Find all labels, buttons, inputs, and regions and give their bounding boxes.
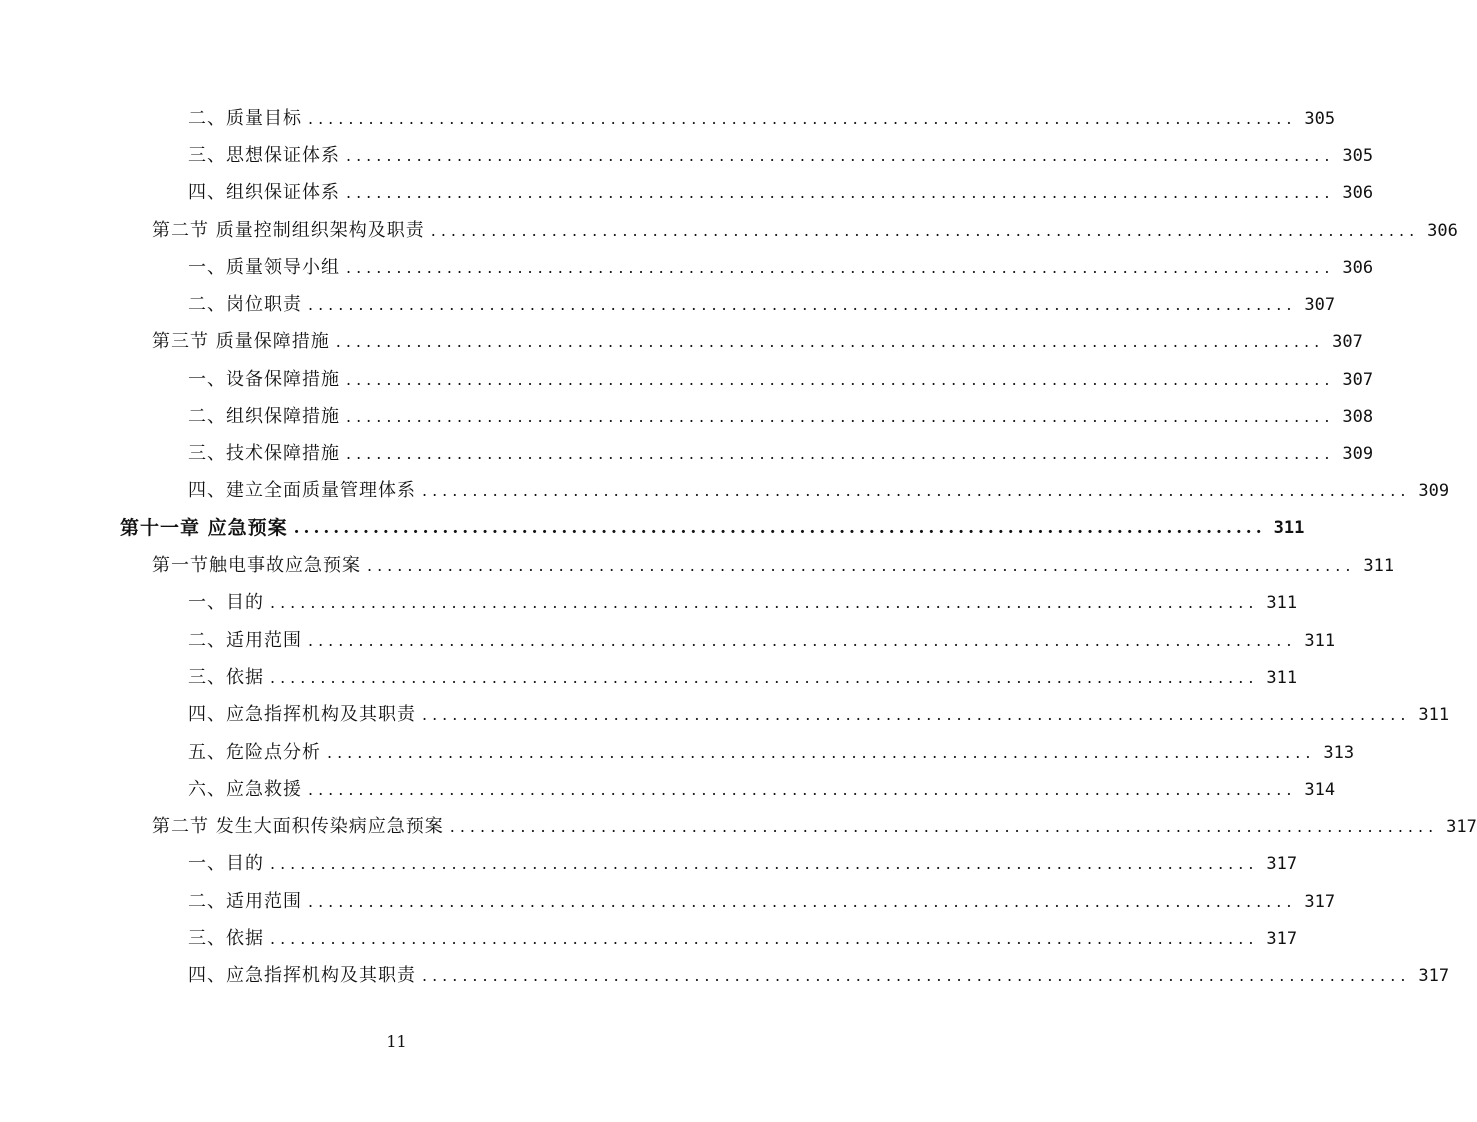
toc-entry-label: 六、应急救援 <box>188 779 302 800</box>
toc-section-entry[interactable] <box>152 327 1363 357</box>
toc-subsection-entry[interactable] <box>188 178 1374 208</box>
toc-dot-leader: .................................................................................................. <box>308 295 1297 314</box>
toc-entry-page-number: 306 <box>1342 258 1374 278</box>
toc-entry-label: 第十一章 应急预案 <box>120 517 288 539</box>
toc-dot-leader: .................................................................................................. <box>449 817 1439 836</box>
toc-subsection-entry[interactable] <box>188 887 1336 917</box>
toc-dot-leader: .................................................................................................. <box>346 258 1335 277</box>
toc-subsection-entry[interactable] <box>188 476 1450 506</box>
toc-dot-leader: .................................................................................................. <box>293 518 1266 538</box>
toc-subsection-entry[interactable] <box>188 849 1298 879</box>
toc-entry-label: 四、应急指挥机构及其职责 <box>188 965 416 986</box>
toc-dot-leader: .................................................................................................. <box>308 631 1297 650</box>
toc-entry-label: 二、质量目标 <box>188 108 302 129</box>
toc-subsection-entry[interactable] <box>188 439 1374 469</box>
toc-entry-label: 二、适用范围 <box>188 891 302 912</box>
toc-entry-page-number: 311 <box>1418 705 1450 725</box>
toc-subsection-entry[interactable] <box>188 141 1374 171</box>
toc-entry-label: 第二节 质量控制组织架构及职责 <box>152 220 425 241</box>
toc-entry-page-number: 317 <box>1304 892 1336 912</box>
toc-entry-page-number: 308 <box>1342 407 1374 427</box>
toc-subsection-entry[interactable] <box>188 290 1336 320</box>
toc-subsection-entry[interactable] <box>188 663 1298 693</box>
toc-entry-label: 三、思想保证体系 <box>188 145 340 166</box>
toc-dot-leader: .................................................................................................. <box>422 481 1411 500</box>
toc-entry-page-number: 311 <box>1266 668 1298 688</box>
toc-entry-page-number: 309 <box>1342 444 1374 464</box>
toc-entry-page-number: 311 <box>1273 518 1305 538</box>
toc-entry-label: 第一节触电事故应急预案 <box>152 555 361 576</box>
toc-dot-leader: .................................................................................................. <box>308 109 1297 128</box>
toc-entry-label: 二、岗位职责 <box>188 294 302 315</box>
toc-entry-label: 一、目的 <box>188 853 264 874</box>
toc-subsection-entry[interactable] <box>188 961 1450 991</box>
toc-entry-page-number: 311 <box>1304 631 1336 651</box>
toc-dot-leader: .................................................................................................. <box>422 705 1411 724</box>
toc-entry-label: 三、依据 <box>188 667 264 688</box>
toc-dot-leader: .................................................................................................. <box>346 444 1335 463</box>
toc-entry-label: 一、设备保障措施 <box>188 369 340 390</box>
toc-entry-page-number: 317 <box>1266 854 1298 874</box>
toc-entry-page-number: 305 <box>1342 146 1374 166</box>
toc-entry-label: 第三节 质量保障措施 <box>152 331 330 352</box>
toc-subsection-entry[interactable] <box>188 700 1450 730</box>
toc-subsection-entry[interactable] <box>188 738 1355 768</box>
toc-entry-label: 四、组织保证体系 <box>188 182 340 203</box>
toc-entry-label: 二、适用范围 <box>188 630 302 651</box>
toc-entry-label: 三、技术保障措施 <box>188 443 340 464</box>
toc-entry-label: 四、建立全面质量管理体系 <box>188 480 416 501</box>
toc-entry-page-number: 313 <box>1323 743 1355 763</box>
toc-dot-leader: .................................................................................................. <box>346 370 1335 389</box>
toc-dot-leader: .................................................................................................. <box>270 929 1259 948</box>
toc-entry-page-number: 317 <box>1418 966 1450 986</box>
toc-dot-leader: .................................................................................................. <box>346 146 1335 165</box>
toc-dot-leader: .................................................................................................. <box>270 593 1259 612</box>
toc-subsection-entry[interactable] <box>188 253 1374 283</box>
toc-chapter-entry[interactable] <box>120 513 1305 543</box>
toc-entry-page-number: 314 <box>1304 780 1336 800</box>
toc-entry-page-number: 306 <box>1427 221 1458 241</box>
toc-section-entry[interactable] <box>152 812 1477 842</box>
toc-entry-label: 第二节 发生大面积传染病应急预案 <box>152 816 444 837</box>
toc-subsection-entry[interactable] <box>188 626 1336 656</box>
toc-subsection-entry[interactable] <box>188 775 1336 805</box>
toc-subsection-entry[interactable] <box>188 924 1298 954</box>
toc-dot-leader: .................................................................................................. <box>346 407 1335 426</box>
toc-dot-leader: .................................................................................................. <box>308 892 1297 911</box>
page-number: 11 <box>386 1032 407 1051</box>
toc-dot-leader: .................................................................................................. <box>308 780 1297 799</box>
toc-dot-leader: .................................................................................................. <box>270 854 1259 873</box>
toc-dot-leader: .................................................................................................. <box>430 221 1420 240</box>
toc-subsection-entry[interactable] <box>188 588 1298 618</box>
toc-entry-label: 一、质量领导小组 <box>188 257 340 278</box>
toc-dot-leader: .................................................................................................. <box>422 966 1411 985</box>
toc-entry-page-number: 311 <box>1363 556 1395 576</box>
toc-dot-leader: .................................................................................................. <box>327 743 1316 762</box>
toc-entry-label: 五、危险点分析 <box>188 742 321 763</box>
toc-subsection-entry[interactable] <box>188 104 1336 134</box>
toc-entry-page-number: 307 <box>1332 332 1363 352</box>
toc-entry-page-number: 311 <box>1266 593 1298 613</box>
toc-section-entry[interactable] <box>152 551 1395 581</box>
toc-entry-label: 四、应急指挥机构及其职责 <box>188 704 416 725</box>
toc-entry-page-number: 317 <box>1266 929 1298 949</box>
toc-entry-page-number: 317 <box>1446 817 1477 837</box>
toc-entry-page-number: 307 <box>1304 295 1336 315</box>
toc-dot-leader: .................................................................................................. <box>270 668 1259 687</box>
toc-section-entry[interactable] <box>152 216 1458 246</box>
toc-dot-leader: .................................................................................................. <box>346 183 1335 202</box>
toc-dot-leader: .................................................................................................. <box>335 332 1325 351</box>
toc-entry-label: 二、组织保障措施 <box>188 406 340 427</box>
toc-entry-page-number: 305 <box>1304 109 1336 129</box>
toc-entry-page-number: 306 <box>1342 183 1374 203</box>
toc-subsection-entry[interactable] <box>188 365 1374 395</box>
toc-entry-page-number: 309 <box>1418 481 1450 501</box>
toc-dot-leader: .................................................................................................. <box>367 556 1356 575</box>
toc-entry-label: 一、目的 <box>188 592 264 613</box>
toc-subsection-entry[interactable] <box>188 402 1374 432</box>
toc-entry-label: 三、依据 <box>188 928 264 949</box>
toc-entry-page-number: 307 <box>1342 370 1374 390</box>
